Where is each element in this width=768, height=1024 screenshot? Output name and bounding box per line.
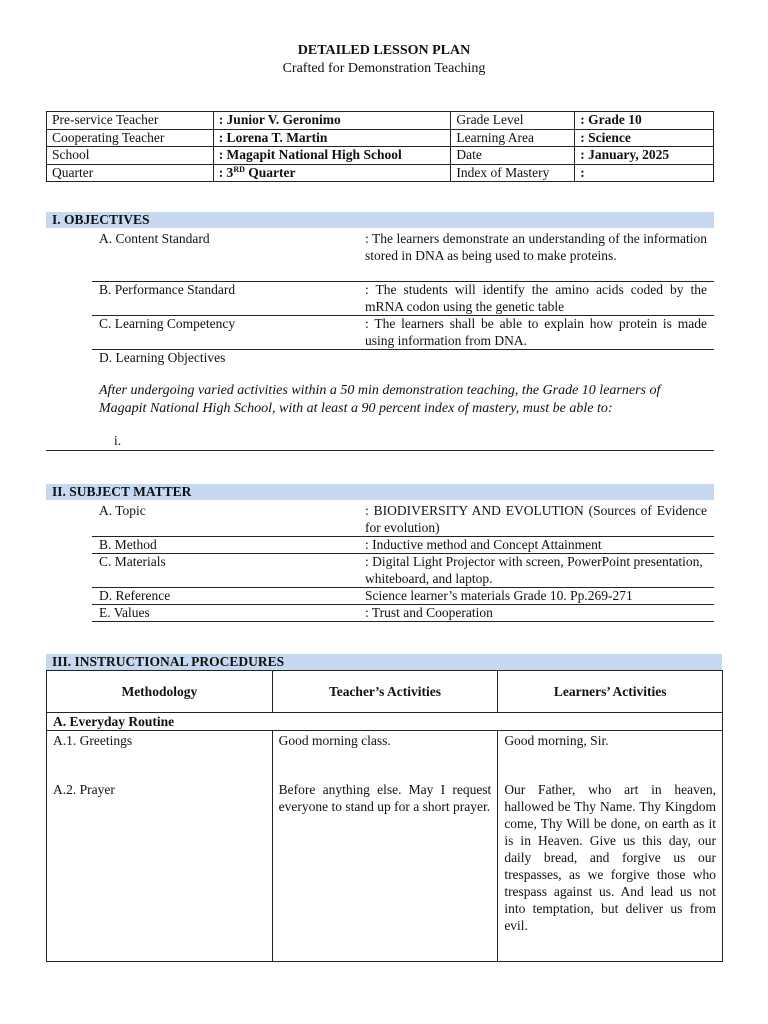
info-row: [47, 129, 714, 147]
objective-label: C. Learning Competency: [99, 316, 236, 331]
subject-matter-heading: II. SUBJECT MATTER: [46, 484, 714, 500]
subject-item: [99, 604, 707, 621]
column-header: Learners’ Activities: [498, 671, 723, 713]
info-value: : Junior V. Geronimo: [213, 112, 451, 130]
teacher-activity-cell: Before anything else. May I request everyone to stand up for a short prayer.: [272, 781, 498, 962]
subject-item: [99, 536, 707, 553]
info-row: [47, 112, 714, 130]
procedure-row: [47, 731, 723, 782]
subject-item: [99, 587, 707, 604]
divider: [92, 621, 714, 622]
info-label: Date: [451, 147, 575, 165]
learner-activity-cell: Good morning, Sir.: [498, 731, 723, 782]
procedures-table: [46, 670, 723, 962]
subject-label: D. Reference: [99, 588, 171, 603]
info-row: [47, 147, 714, 165]
info-value: : Science: [575, 129, 714, 147]
procedures-heading: III. INSTRUCTIONAL PROCEDURES: [46, 654, 722, 670]
info-value: : January, 2025: [575, 147, 714, 165]
info-label: Learning Area: [451, 129, 575, 147]
info-label: Pre-service Teacher: [47, 112, 214, 130]
info-value: : Lorena T. Martin: [213, 129, 451, 147]
objective-item: [99, 315, 707, 349]
learner-activity-cell: Our Father, who art in heaven, hallowed be Thy Name. Thy Kingdom come, Thy Will be done, on earth as it is in Heaven. Give us this day, our daily bread, and forgive us our trespasses, as we forgive those who trespass against us. And lead us not into temptation, but deliver us from evil.: [498, 781, 723, 962]
subject-label: B. Method: [99, 537, 157, 552]
info-label: School: [47, 147, 214, 165]
document-subtitle: Crafted for Demonstration Teaching: [282, 61, 486, 76]
subject-text: : BIODIVERSITY AND EVOLUTION (Sources of Evidence for evolution): [365, 503, 707, 535]
subject-label: C. Materials: [99, 554, 166, 569]
info-label: Index of Mastery: [451, 164, 575, 182]
subject-label: E. Values: [99, 605, 150, 620]
objective-label: B. Performance Standard: [99, 282, 236, 297]
info-label: Cooperating Teacher: [47, 129, 214, 147]
quarter-value: : 3RD Quarter: [213, 164, 451, 182]
document-title: DETAILED LESSON PLAN: [297, 43, 471, 58]
info-row: [47, 164, 714, 182]
learning-objectives-paragraph: After undergoing varied activities within a 50 min demonstration teaching, the Grade 10 learners of Magapit National High School, with at least a 90 percent index of mastery, must be able to:: [99, 383, 661, 416]
section-label: A. Everyday Routine: [47, 713, 723, 731]
subject-text: Science learner’s materials Grade 10. Pp.269-271: [365, 588, 633, 603]
column-header: Teacher’s Activities: [272, 671, 498, 713]
objective-text: : The students will identify the amino acids coded by the mRNA codon using the genetic table: [365, 282, 707, 314]
subject-text: : Trust and Cooperation: [365, 605, 493, 620]
info-value: : Magapit National High School: [213, 147, 451, 165]
objective-list-marker: i.: [114, 433, 122, 448]
section-row: [47, 713, 723, 731]
info-label: Quarter: [47, 164, 214, 182]
info-label: Grade Level: [451, 112, 575, 130]
subject-item: [99, 502, 707, 536]
objective-label: A. Content Standard: [99, 231, 210, 246]
subject-item: [99, 553, 707, 587]
subject-text: : Inductive method and Concept Attainment: [365, 537, 602, 552]
objective-item: [99, 281, 707, 315]
teacher-info-table: [46, 111, 714, 182]
subject-text: : Digital Light Projector with screen, PowerPoint presentation, whiteboard, and laptop.: [365, 554, 703, 586]
methodology-cell: A.2. Prayer: [47, 781, 273, 962]
divider: [46, 450, 714, 451]
objective-text: : The learners shall be able to explain how protein is made using information from DNA.: [365, 316, 707, 348]
objective-label: D. Learning Objectives: [99, 350, 226, 365]
info-value: : Grade 10: [575, 112, 714, 130]
procedure-row: [47, 781, 723, 962]
procedures-header-row: [47, 671, 723, 713]
subject-label: A. Topic: [99, 503, 146, 518]
objective-item: [99, 230, 707, 264]
column-header: Methodology: [47, 671, 273, 713]
objective-text: : The learners demonstrate an understanding of the information stored in DNA as being used to make proteins.: [365, 231, 707, 263]
objectives-heading: I. OBJECTIVES: [46, 212, 714, 228]
teacher-activity-cell: Good morning class.: [272, 731, 498, 782]
info-value: :: [575, 164, 714, 182]
methodology-cell: A.1. Greetings: [47, 731, 273, 782]
objective-item: [99, 349, 707, 366]
